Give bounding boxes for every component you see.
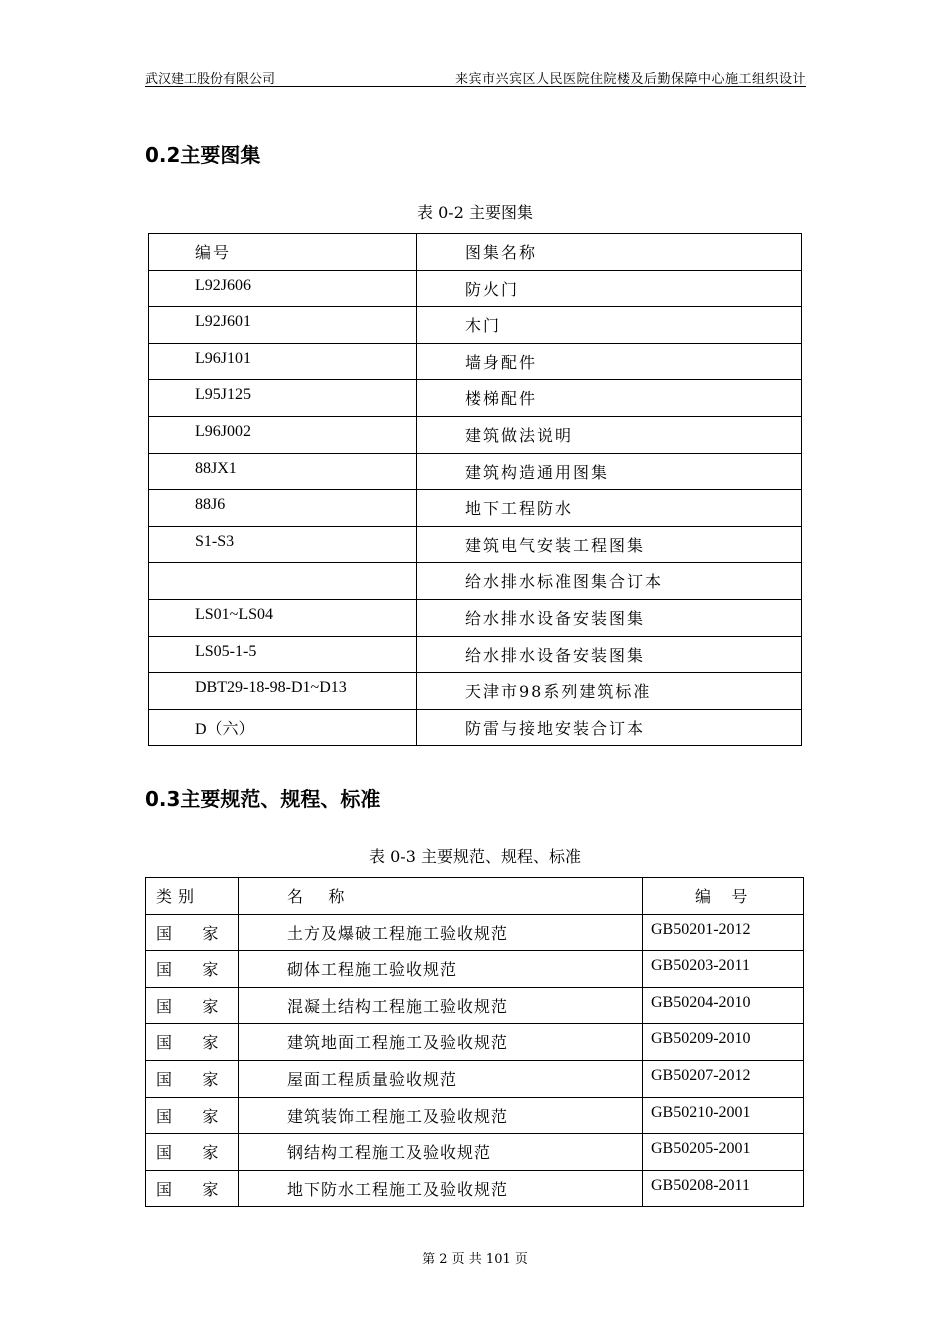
table-row (149, 343, 802, 380)
atlas-code-cell (149, 563, 417, 600)
standard-code-cell: GB50209-2010 (643, 1024, 804, 1061)
standard-type-cell: 国 家 (146, 1060, 239, 1097)
atlas-name-cell: 给水排水设备安装图集 (417, 599, 802, 636)
atlas-name-cell: 天津市98系列建筑标准 (417, 673, 802, 710)
atlas-name-cell: 给水排水设备安装图集 (417, 636, 802, 673)
table-row (149, 563, 802, 600)
atlas-code-cell: DBT29-18-98-D1~D13 (149, 673, 417, 710)
table-row (149, 673, 802, 710)
table-row (149, 416, 802, 453)
table-row (146, 1060, 804, 1097)
atlas-name-cell: 墙身配件 (417, 343, 802, 380)
table-caption-standards: 表 0-3 主要规范、规程、标准 (369, 847, 581, 866)
atlas-name-cell: 给水排水标准图集合订本 (417, 563, 802, 600)
atlas-name-cell: 地下工程防水 (417, 490, 802, 527)
column-header-name: 名 称 (239, 878, 643, 915)
standard-name-cell: 屋面工程质量验收规范 (239, 1060, 643, 1097)
table-caption-atlases: 表 0-2 主要图集 (417, 203, 533, 222)
standard-code-cell: GB50207-2012 (643, 1060, 804, 1097)
table-row (146, 1097, 804, 1134)
atlas-code-cell: S1-S3 (149, 526, 417, 563)
standard-name-cell: 砌体工程施工验收规范 (239, 951, 643, 988)
table-row (149, 380, 802, 417)
atlas-table (148, 233, 802, 746)
standard-code-cell: GB50210-2001 (643, 1097, 804, 1134)
atlas-code-cell: 88J6 (149, 490, 417, 527)
table-row (149, 709, 802, 746)
standards-table (145, 877, 804, 1207)
table-row (146, 914, 804, 951)
section-heading-standards: 0.3主要规范、规程、标准 (145, 787, 381, 811)
table-row (149, 636, 802, 673)
atlas-name-cell: 楼梯配件 (417, 380, 802, 417)
atlas-code-cell: 88JX1 (149, 453, 417, 490)
standard-code-cell: GB50203-2011 (643, 951, 804, 988)
standard-type-cell: 国 家 (146, 1134, 239, 1171)
atlas-code-cell: L96J002 (149, 416, 417, 453)
standard-name-cell: 建筑地面工程施工及验收规范 (239, 1024, 643, 1061)
atlas-code-cell: L95J125 (149, 380, 417, 417)
atlas-code-cell: LS01~LS04 (149, 599, 417, 636)
atlas-code-cell: L92J601 (149, 307, 417, 344)
standard-name-cell: 土方及爆破工程施工验收规范 (239, 914, 643, 951)
table-row (146, 987, 804, 1024)
table-row (149, 526, 802, 563)
column-header-code: 编 号 (643, 878, 804, 915)
table-row (149, 307, 802, 344)
atlas-name-cell: 防雷与接地安装合订本 (417, 709, 802, 746)
standard-name-cell: 钢结构工程施工及验收规范 (239, 1134, 643, 1171)
standard-code-cell: GB50204-2010 (643, 987, 804, 1024)
table-row (146, 1170, 804, 1207)
atlas-name-cell: 防火门 (417, 270, 802, 307)
table-row (146, 1024, 804, 1061)
atlas-code-cell: L92J606 (149, 270, 417, 307)
section-heading-atlases: 0.2主要图集 (145, 143, 261, 167)
table-row (146, 1134, 804, 1171)
atlas-code-cell: D（六） (149, 709, 417, 746)
standard-code-cell: GB50201-2012 (643, 914, 804, 951)
page-footer: 第 2 页 共 101 页 (422, 1252, 528, 1267)
table-header-row (149, 234, 802, 271)
standard-type-cell: 国 家 (146, 951, 239, 988)
atlas-name-cell: 建筑构造通用图集 (417, 453, 802, 490)
table-row (149, 490, 802, 527)
column-header-name: 图集名称 (417, 234, 802, 271)
column-header-type: 类别 (146, 878, 239, 915)
atlas-name-cell: 木门 (417, 307, 802, 344)
header-project-title: 来宾市兴宾区人民医院住院楼及后勤保障中心施工组织设计 (454, 72, 806, 87)
atlas-code-cell: L96J101 (149, 343, 417, 380)
standard-name-cell: 混凝土结构工程施工验收规范 (239, 987, 643, 1024)
page-header (145, 66, 806, 87)
table-row (146, 951, 804, 988)
header-company: 武汉建工股份有限公司 (145, 72, 276, 87)
standard-type-cell: 国 家 (146, 1097, 239, 1134)
table-row (149, 453, 802, 490)
atlas-code-cell: LS05-1-5 (149, 636, 417, 673)
atlas-name-cell: 建筑电气安装工程图集 (417, 526, 802, 563)
standard-type-cell: 国 家 (146, 1024, 239, 1061)
standard-code-cell: GB50205-2001 (643, 1134, 804, 1171)
standard-name-cell: 地下防水工程施工及验收规范 (239, 1170, 643, 1207)
column-header-code: 编号 (149, 234, 417, 271)
standard-type-cell: 国 家 (146, 914, 239, 951)
standard-type-cell: 国 家 (146, 1170, 239, 1207)
table-row (149, 270, 802, 307)
table-row (149, 599, 802, 636)
standard-type-cell: 国 家 (146, 987, 239, 1024)
atlas-name-cell: 建筑做法说明 (417, 416, 802, 453)
standard-code-cell: GB50208-2011 (643, 1170, 804, 1207)
standard-name-cell: 建筑装饰工程施工及验收规范 (239, 1097, 643, 1134)
table-header-row (146, 878, 804, 915)
